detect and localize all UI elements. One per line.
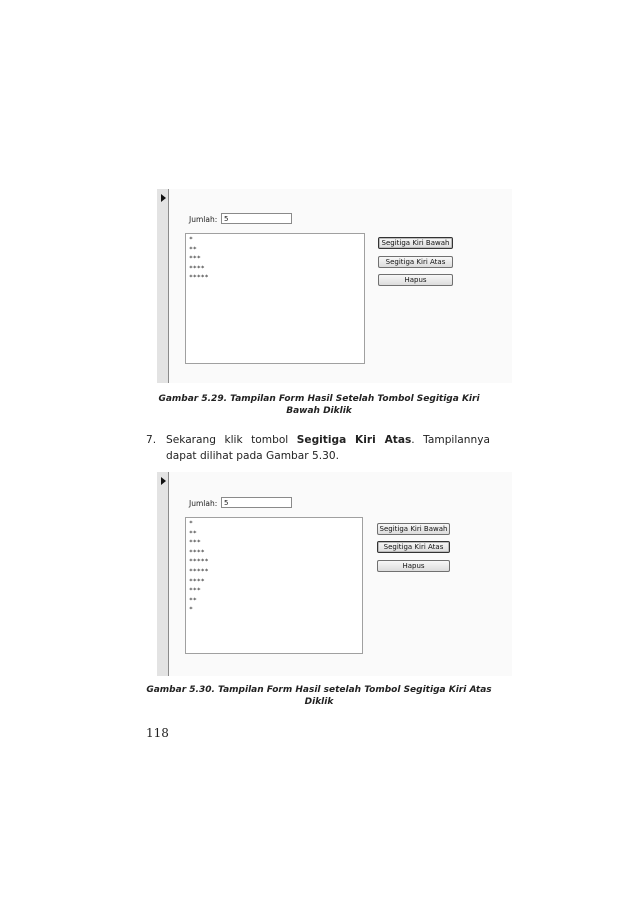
output-line: **** [189,547,205,556]
segitiga-kiri-bawah-button[interactable]: Segitiga Kiri Bawah [378,237,453,249]
output-line: ** [189,244,197,253]
output-line: ** [189,595,197,604]
hapus-button[interactable]: Hapus [378,274,453,286]
output-textbox[interactable] [185,233,365,364]
jumlah-input[interactable]: 5 [221,497,292,508]
output-textbox[interactable] [185,517,363,654]
figure-caption-2 [136,684,502,708]
caption-line: Gambar 5.29. Tampilan Form Hasil Setelah Tombol Segitiga Kiri [158,394,480,404]
segitiga-kiri-bawah-button[interactable]: Segitiga Kiri Bawah [377,523,450,535]
output-line: *** [189,538,201,547]
segitiga-kiri-atas-button[interactable]: Segitiga Kiri Atas [377,541,450,553]
jumlah-input[interactable]: 5 [221,213,292,224]
jumlah-label: Jumlah: [189,499,218,508]
output-line: ** [189,528,197,537]
row-selector-arrow-icon [161,194,166,202]
segitiga-kiri-atas-button[interactable]: Segitiga Kiri Atas [378,256,453,268]
output-line: **** [189,576,205,585]
form-screenshot-1 [157,189,512,383]
row-selector-arrow-icon [161,477,166,485]
step-text-bold: Segitiga Kiri Atas [296,434,412,446]
caption-line: Gambar 5.30. Tampilan Form Hasil setelah Tombol Segitiga Kiri Atas [146,685,492,695]
figure-caption-1 [140,393,498,417]
step-7-paragraph [146,432,490,464]
step-text [166,432,490,464]
output-line: *** [189,586,201,595]
output-line: * [189,519,193,527]
output-line: **** [189,263,205,272]
output-line: ***** [189,557,209,566]
hapus-button[interactable]: Hapus [377,560,450,572]
output-line: * [189,235,193,243]
designer-gutter [157,472,169,676]
output-line: ***** [189,273,209,282]
step-text-before: Sekarang klik tombol [166,434,297,446]
form-screenshot-2 [157,472,512,676]
jumlah-label: Jumlah: [189,215,218,224]
page-number: 118 [146,726,169,740]
step-number: 7. [146,434,157,446]
output-line: * [189,605,193,614]
caption-line: Bawah Diklik [286,406,352,416]
step-text-after: . Tampilannya dapat dilihat pada Gambar 5.30. [166,434,490,462]
output-line: *** [189,254,201,263]
output-line: ***** [189,566,209,575]
designer-gutter [157,189,169,383]
caption-line: Diklik [304,697,334,707]
